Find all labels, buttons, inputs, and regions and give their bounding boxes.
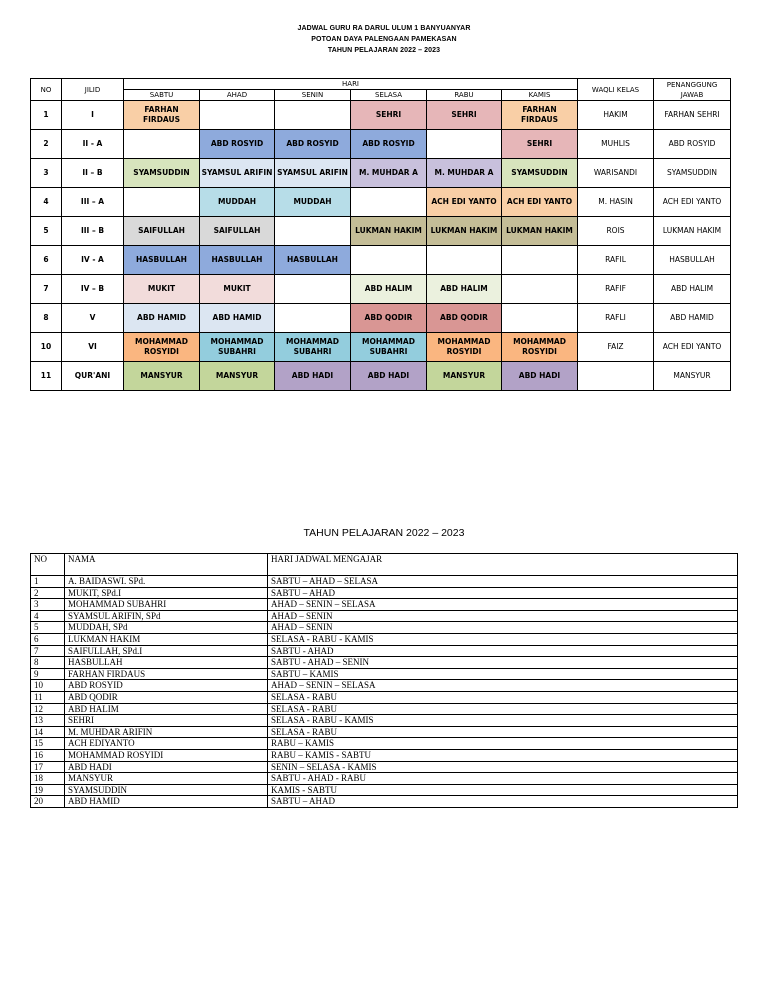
- header-day: SELASA: [351, 90, 427, 101]
- row-number: 3: [31, 159, 62, 188]
- list-row: [31, 576, 738, 588]
- schedule-cell: [427, 130, 502, 159]
- row-penanggung-jawab: ACH EDI YANTO: [654, 333, 731, 362]
- list-no: 7: [31, 645, 65, 657]
- schedule-cell: SEHRI: [351, 101, 427, 130]
- list-no: 5: [31, 622, 65, 634]
- schedule-cell: ABD HAMID: [124, 304, 200, 333]
- schedule-cell: LUKMAN HAKIM: [351, 217, 427, 246]
- list-no: 3: [31, 599, 65, 611]
- list-nama: MUDDAH, SPd: [65, 622, 268, 634]
- list-nama: FARHAN FIRDAUS: [65, 668, 268, 680]
- list-row: [31, 610, 738, 622]
- list-no: 14: [31, 726, 65, 738]
- schedule-cell: ABD ROSYID: [351, 130, 427, 159]
- row-wali-kelas: FAIZ: [578, 333, 654, 362]
- schedule-cell: M. MUHDAR A: [427, 159, 502, 188]
- list-nama: MOHAMMAD ROSYIDI: [65, 749, 268, 761]
- schedule-cell: [502, 304, 578, 333]
- row-wali-kelas: MUHLIS: [578, 130, 654, 159]
- schedule-cell: ABD QODIR: [351, 304, 427, 333]
- header-hari: HARI: [124, 79, 578, 90]
- doc-title-line-1: JADWAL GURU RA DARUL ULUM 1 BANYUANYAR: [297, 25, 471, 32]
- row-penanggung-jawab: SYAMSUDDIN: [654, 159, 731, 188]
- list-row: [31, 784, 738, 796]
- teacher-days-table: [30, 553, 738, 808]
- list-row: [31, 691, 738, 703]
- list-nama: SYAMSUDDIN: [65, 784, 268, 796]
- doc-title-line-3: TAHUN PELAJARAN 2022 – 2023: [327, 47, 441, 54]
- schedule-row: [31, 362, 731, 391]
- schedule-cell: MOHAMMAD SUBAHRI: [200, 333, 275, 362]
- schedule-row: [31, 246, 731, 275]
- schedule-cell: SAIFULLAH: [124, 217, 200, 246]
- schedule-cell: [275, 217, 351, 246]
- row-jilid: II – B: [62, 159, 124, 188]
- schedule-row: [31, 275, 731, 304]
- row-jilid: III – A: [62, 188, 124, 217]
- row-number: 1: [31, 101, 62, 130]
- row-wali-kelas: RAFIF: [578, 275, 654, 304]
- header-day: RABU: [427, 90, 502, 101]
- schedule-cell: SAIFULLAH: [200, 217, 275, 246]
- schedule-row: [31, 159, 731, 188]
- schedule-cell: [124, 130, 200, 159]
- row-penanggung-jawab: FARHAN SEHRI: [654, 101, 731, 130]
- row-wali-kelas: RAFIL: [578, 246, 654, 275]
- row-penanggung-jawab: ABD HAMID: [654, 304, 731, 333]
- list-hari: SABTU – AHAD – SELASA: [268, 576, 738, 588]
- schedule-cell: ABD HADI: [502, 362, 578, 391]
- schedule-cell: [502, 275, 578, 304]
- list-hari: SABTU - AHAD - RABU: [268, 773, 738, 785]
- list-nama: MANSYUR: [65, 773, 268, 785]
- list-no: 13: [31, 715, 65, 727]
- list-row: [31, 761, 738, 773]
- schedule-cell: [275, 275, 351, 304]
- row-wali-kelas: HAKIM: [578, 101, 654, 130]
- list-hari: SABTU – AHAD: [268, 796, 738, 808]
- row-wali-kelas: WARISANDI: [578, 159, 654, 188]
- list-nama: MUKIT, SPd.I: [65, 587, 268, 599]
- schedule-row: [31, 304, 731, 333]
- list-no: 20: [31, 796, 65, 808]
- schedule-cell: MOHAMMAD ROSYIDI: [502, 333, 578, 362]
- list-header-nama: NAMA: [65, 554, 268, 576]
- schedule-cell: SYAMSUDDIN: [124, 159, 200, 188]
- schedule-cell: ACH EDI YANTO: [427, 188, 502, 217]
- row-number: 8: [31, 304, 62, 333]
- list-hari: SELASA - RABU: [268, 703, 738, 715]
- list-no: 18: [31, 773, 65, 785]
- row-number: 6: [31, 246, 62, 275]
- list-no: 11: [31, 691, 65, 703]
- list-hari: SABTU - AHAD: [268, 645, 738, 657]
- row-number: 10: [31, 333, 62, 362]
- schedule-cell: [200, 101, 275, 130]
- schedule-cell: SEHRI: [502, 130, 578, 159]
- header-day: SABTU: [124, 90, 200, 101]
- row-jilid: VI: [62, 333, 124, 362]
- row-number: 2: [31, 130, 62, 159]
- list-row: [31, 657, 738, 669]
- schedule-cell: [275, 101, 351, 130]
- list-header-hari: HARI JADWAL MENGAJAR: [268, 554, 738, 576]
- schedule-cell: ABD HADI: [351, 362, 427, 391]
- header-day: KAMIS: [502, 90, 578, 101]
- list-no: 1: [31, 576, 65, 588]
- list-hari: SELASA - RABU - KAMIS: [268, 715, 738, 727]
- row-wali-kelas: ROIS: [578, 217, 654, 246]
- list-hari: SELASA - RABU - KAMIS: [268, 633, 738, 645]
- schedule-cell: MUKIT: [124, 275, 200, 304]
- list-nama: ABD ROSYID: [65, 680, 268, 692]
- list-row: [31, 622, 738, 634]
- list-nama: A. BAIDASWI. SPd.: [65, 576, 268, 588]
- list-row: [31, 645, 738, 657]
- list-row: [31, 738, 738, 750]
- schedule-cell: [427, 246, 502, 275]
- schedule-cell: ABD ROSYID: [200, 130, 275, 159]
- row-penanggung-jawab: ABD ROSYID: [654, 130, 731, 159]
- list-nama: ABD HADI: [65, 761, 268, 773]
- list-hari: KAMIS - SABTU: [268, 784, 738, 796]
- schedule-cell: MUDDAH: [275, 188, 351, 217]
- schedule-cell: ABD HADI: [275, 362, 351, 391]
- schedule-cell: SYAMSUL ARIFIN: [275, 159, 351, 188]
- row-jilid: IV – B: [62, 275, 124, 304]
- teacher-schedule-table: [30, 78, 731, 391]
- list-row: [31, 668, 738, 680]
- schedule-cell: ABD QODIR: [427, 304, 502, 333]
- list-hari: AHAD – SENIN – SELASA: [268, 599, 738, 611]
- list-nama: ABD HAMID: [65, 796, 268, 808]
- list-nama: ACH EDIYANTO: [65, 738, 268, 750]
- schedule-cell: HASBULLAH: [200, 246, 275, 275]
- schedule-cell: [124, 188, 200, 217]
- list-hari: RABU – KAMIS: [268, 738, 738, 750]
- schedule-cell: FARHAN FIRDAUS: [124, 101, 200, 130]
- row-wali-kelas: M. HASIN: [578, 188, 654, 217]
- list-no: 10: [31, 680, 65, 692]
- list-row: [31, 796, 738, 808]
- list-row: [31, 773, 738, 785]
- schedule-cell: SYAMSUL ARIFIN: [200, 159, 275, 188]
- schedule-cell: MOHAMMAD ROSYIDI: [124, 333, 200, 362]
- schedule-cell: MANSYUR: [124, 362, 200, 391]
- schedule-cell: ACH EDI YANTO: [502, 188, 578, 217]
- header-penanggung-jawab: PENANGGUNG JAWAB: [654, 79, 731, 101]
- schedule-cell: FARHAN FIRDAUS: [502, 101, 578, 130]
- list-nama: ABD HALIM: [65, 703, 268, 715]
- list-no: 2: [31, 587, 65, 599]
- list-header-no: NO: [31, 554, 65, 576]
- row-jilid: I: [62, 101, 124, 130]
- list-nama: LUKMAN HAKIM: [65, 633, 268, 645]
- header-jilid: JILID: [62, 79, 124, 101]
- list-nama: SAIFULLAH, SPd.I: [65, 645, 268, 657]
- list-no: 19: [31, 784, 65, 796]
- schedule-row: [31, 188, 731, 217]
- schedule-cell: M. MUHDAR A: [351, 159, 427, 188]
- doc-title-line-2: POTOAN DAYA PALENGAAN PAMEKASAN: [311, 36, 457, 43]
- row-penanggung-jawab: MANSYUR: [654, 362, 731, 391]
- schedule-cell: SYAMSUDDIN: [502, 159, 578, 188]
- row-penanggung-jawab: LUKMAN HAKIM: [654, 217, 731, 246]
- list-hari: SABTU – AHAD: [268, 587, 738, 599]
- list-nama: MOHAMMAD SUBAHRI: [65, 599, 268, 611]
- row-penanggung-jawab: HASBULLAH: [654, 246, 731, 275]
- list-hari: AHAD – SENIN – SELASA: [268, 680, 738, 692]
- list-nama: M. MUHDAR ARIFIN: [65, 726, 268, 738]
- list-no: 6: [31, 633, 65, 645]
- schedule-row: [31, 130, 731, 159]
- list-hari: SELASA - RABU: [268, 726, 738, 738]
- row-number: 11: [31, 362, 62, 391]
- list-row: [31, 703, 738, 715]
- schedule-row: [31, 333, 731, 362]
- schedule-cell: MOHAMMAD SUBAHRI: [351, 333, 427, 362]
- list-no: 12: [31, 703, 65, 715]
- schedule-cell: HASBULLAH: [124, 246, 200, 275]
- row-jilid: V: [62, 304, 124, 333]
- row-wali-kelas: [578, 362, 654, 391]
- row-number: 7: [31, 275, 62, 304]
- row-jilid: II - A: [62, 130, 124, 159]
- row-jilid: QUR'ANI: [62, 362, 124, 391]
- list-row: [31, 587, 738, 599]
- schedule-cell: LUKMAN HAKIM: [502, 217, 578, 246]
- schedule-cell: ABD HAMID: [200, 304, 275, 333]
- schedule-cell: MANSYUR: [427, 362, 502, 391]
- schedule-cell: MANSYUR: [200, 362, 275, 391]
- row-number: 4: [31, 188, 62, 217]
- schedule-row: [31, 217, 731, 246]
- row-jilid: IV - A: [62, 246, 124, 275]
- list-no: 9: [31, 668, 65, 680]
- schedule-cell: MUDDAH: [200, 188, 275, 217]
- row-wali-kelas: RAFLI: [578, 304, 654, 333]
- header-day: SENIN: [275, 90, 351, 101]
- list-nama: HASBULLAH: [65, 657, 268, 669]
- list-no: 16: [31, 749, 65, 761]
- list-no: 8: [31, 657, 65, 669]
- list-title: TAHUN PELAJARAN 2022 – 2023: [303, 527, 465, 539]
- list-row: [31, 633, 738, 645]
- schedule-cell: [502, 246, 578, 275]
- list-hari: AHAD – SENIN: [268, 610, 738, 622]
- header-day: AHAD: [200, 90, 275, 101]
- list-no: 15: [31, 738, 65, 750]
- schedule-cell: ABD ROSYID: [275, 130, 351, 159]
- list-hari: RABU – KAMIS - SABTU: [268, 749, 738, 761]
- schedule-cell: SEHRI: [427, 101, 502, 130]
- list-hari: SABTU – KAMIS: [268, 668, 738, 680]
- list-hari: SENIN – SELASA - KAMIS: [268, 761, 738, 773]
- schedule-cell: MOHAMMAD ROSYIDI: [427, 333, 502, 362]
- row-penanggung-jawab: ABD HALIM: [654, 275, 731, 304]
- list-no: 17: [31, 761, 65, 773]
- header-no: NO: [31, 79, 62, 101]
- schedule-cell: [351, 188, 427, 217]
- schedule-cell: MUKIT: [200, 275, 275, 304]
- schedule-cell: ABD HALIM: [427, 275, 502, 304]
- list-nama: SEHRI: [65, 715, 268, 727]
- list-nama: SYAMSUL ARIFIN, SPd: [65, 610, 268, 622]
- list-row: [31, 599, 738, 611]
- schedule-cell: MOHAMMAD SUBAHRI: [275, 333, 351, 362]
- list-row: [31, 680, 738, 692]
- list-nama: ABD QODIR: [65, 691, 268, 703]
- row-jilid: III – B: [62, 217, 124, 246]
- list-no: 4: [31, 610, 65, 622]
- header-wali-kelas: WAQLI KELAS: [578, 79, 654, 101]
- schedule-cell: [351, 246, 427, 275]
- row-penanggung-jawab: ACH EDI YANTO: [654, 188, 731, 217]
- row-number: 5: [31, 217, 62, 246]
- list-row: [31, 715, 738, 727]
- schedule-cell: HASBULLAH: [275, 246, 351, 275]
- list-row: [31, 749, 738, 761]
- list-hari: SABTU - AHAD – SENIN: [268, 657, 738, 669]
- list-row: [31, 726, 738, 738]
- list-hari: SELASA - RABU: [268, 691, 738, 703]
- schedule-cell: ABD HALIM: [351, 275, 427, 304]
- schedule-row: [31, 101, 731, 130]
- schedule-cell: [275, 304, 351, 333]
- schedule-cell: LUKMAN HAKIM: [427, 217, 502, 246]
- list-hari: AHAD – SENIN: [268, 622, 738, 634]
